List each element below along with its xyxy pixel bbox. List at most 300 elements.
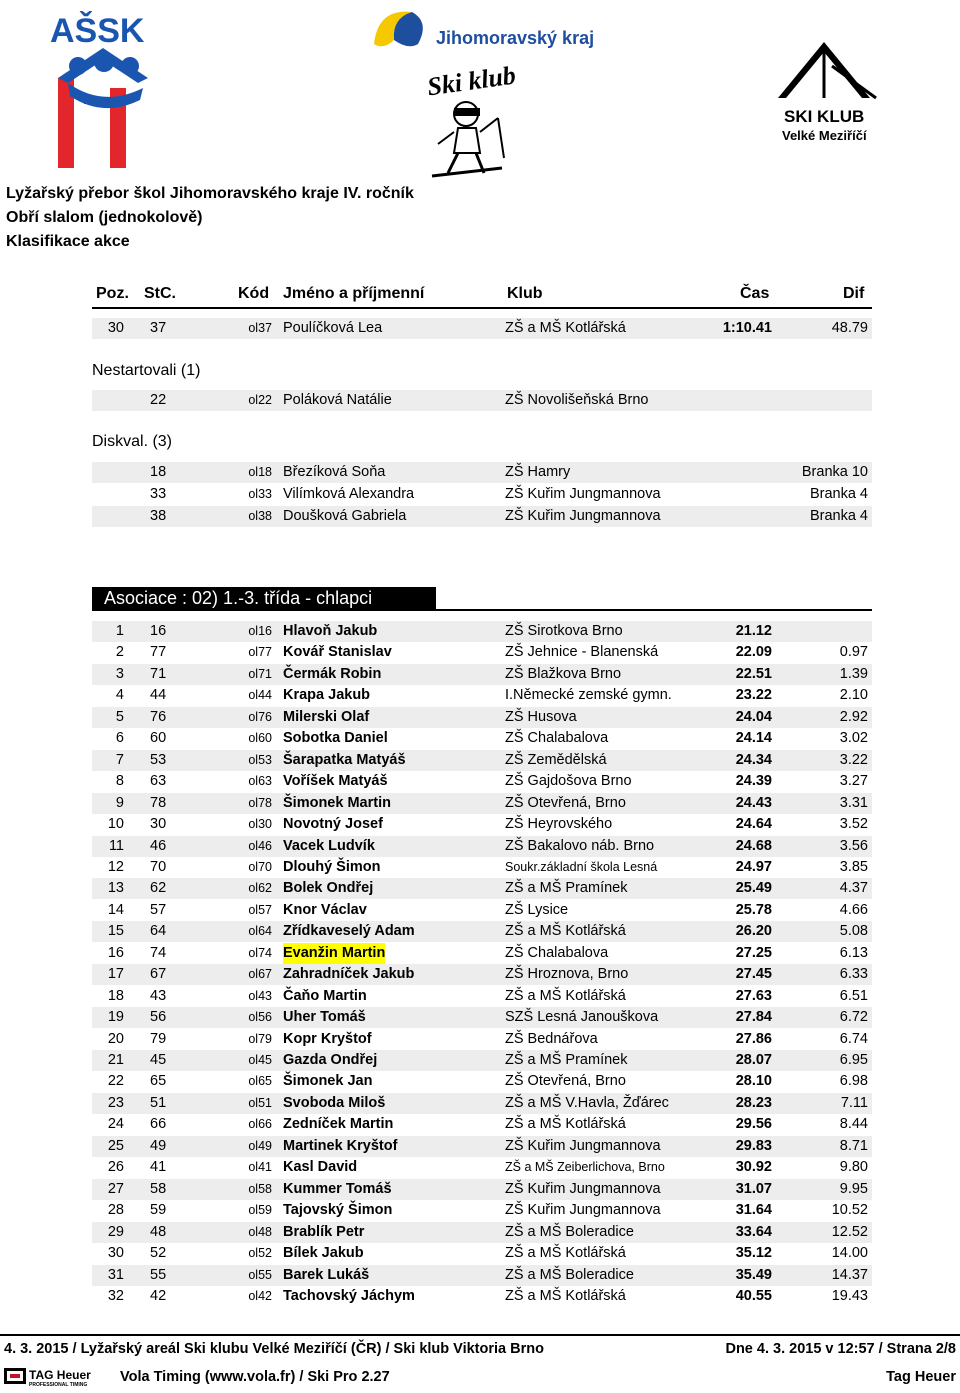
row-kod: ol65 <box>248 1074 272 1089</box>
row-stc: 42 <box>150 1287 167 1304</box>
table-row <box>92 1200 872 1221</box>
col-club: Klub <box>507 285 543 302</box>
row-cas: 27.45 <box>735 966 772 983</box>
row-poz: 15 <box>107 923 124 940</box>
row-poz: 30 <box>107 320 124 336</box>
row-kod: ol45 <box>248 1053 272 1067</box>
row-stc: 55 <box>150 1266 167 1283</box>
row-name: Uher Tomáš <box>283 1009 366 1026</box>
row-club: ZŠ a MŠ Boleradice <box>505 1266 634 1283</box>
row-stc: 52 <box>150 1245 167 1262</box>
row-dif: 6.72 <box>839 1009 868 1026</box>
row-dif: 19.43 <box>831 1287 868 1304</box>
table-row <box>92 621 872 642</box>
row-dif: 14.37 <box>831 1266 868 1283</box>
row-name: Martinek Kryštof <box>283 1137 398 1154</box>
row-stc: 58 <box>150 1180 167 1197</box>
row-poz: 6 <box>115 730 124 747</box>
ski-klub-velke-mezirici-logo <box>770 38 890 148</box>
row-kod: ol57 <box>248 902 272 917</box>
row-cas: 26.20 <box>735 923 772 940</box>
row-name: Sobotka Daniel <box>283 730 388 747</box>
assk-logo-text: AŠSK <box>50 12 145 50</box>
row-cas: 24.97 <box>735 858 772 875</box>
row-club: ZŠ Kuřim Jungmannova <box>505 1137 661 1154</box>
row-name: Voříšek Matyáš <box>283 773 388 790</box>
row-dif: 2.10 <box>839 687 868 704</box>
footer-timing <box>4 1367 956 1387</box>
row-poz: 5 <box>115 708 124 725</box>
row-club: ZŠ a MŠ Kotlářská <box>505 1245 626 1262</box>
row-club: ZŠ Zemědělská <box>505 751 607 768</box>
row-name: Šimonek Martin <box>283 794 391 811</box>
col-kod: Kód <box>238 285 270 302</box>
row-name: Hlavoň Jakub <box>283 623 378 639</box>
row-kod: ol49 <box>248 1138 272 1153</box>
row-dif: 6.98 <box>839 1073 868 1090</box>
row-stc: 53 <box>150 751 167 768</box>
row-name: Poulíčková Lea <box>283 320 383 336</box>
row-poz: 32 <box>107 1287 124 1304</box>
row-stc: 78 <box>150 794 167 811</box>
table-row <box>92 1157 872 1178</box>
row-poz: 9 <box>115 794 124 811</box>
row-kod: ol59 <box>248 1203 272 1218</box>
row-stc: 65 <box>150 1073 167 1090</box>
table-row <box>92 1050 872 1071</box>
row-name: Barek Lukáš <box>283 1266 370 1283</box>
row-stc: 62 <box>150 880 167 897</box>
row-cas: 24.68 <box>735 837 772 854</box>
row-cas: 23.22 <box>735 687 772 704</box>
row-cas: 22.09 <box>735 644 772 661</box>
row-kod: ol43 <box>248 988 272 1003</box>
row-name: Tajovský Šimon <box>283 1202 393 1219</box>
row-name: Krapa Jakub <box>283 687 371 704</box>
jmk-logo-text: Jihomoravský kraj <box>436 28 595 48</box>
row-cas: 21.12 <box>735 623 772 639</box>
footer-date-page: Dne 4. 3. 2015 v 12:57 / Strana 2/8 <box>725 1341 956 1357</box>
table-row <box>92 836 872 857</box>
row-stc: 77 <box>150 644 167 661</box>
timing-software: Vola Timing (www.vola.fr) / Ski Pro 2.27 <box>120 1369 390 1385</box>
row-poz: 23 <box>107 1094 124 1111</box>
row-stc: 30 <box>150 816 167 833</box>
row-name: Doušková Gabriela <box>283 508 407 524</box>
row-dif: 6.95 <box>839 1052 868 1068</box>
row-name: Čaňo Martin <box>283 987 367 1004</box>
row-dif: 3.02 <box>839 730 868 747</box>
row-name: Novotný Josef <box>283 816 383 833</box>
row-stc: 57 <box>150 901 167 918</box>
row-kod: ol42 <box>248 1288 272 1303</box>
row-club: Soukr.základní škola Lesná <box>505 859 658 874</box>
table-row <box>92 390 872 411</box>
row-cas: 29.83 <box>735 1137 772 1154</box>
row-club: SZŠ Lesná Janouškova <box>505 1009 659 1026</box>
row-kod: ol67 <box>248 967 272 982</box>
row-dif: 6.74 <box>839 1030 868 1047</box>
row-name: Zahradníček Jakub <box>283 966 415 983</box>
row-kod: ol79 <box>248 1031 272 1046</box>
table-row <box>92 484 872 505</box>
row-dif: 3.52 <box>839 816 868 833</box>
row-kod: ol46 <box>248 838 272 853</box>
row-dif: 8.71 <box>839 1137 868 1154</box>
row-cas: 25.49 <box>735 880 772 897</box>
row-kod: ol58 <box>248 1181 272 1196</box>
row-name: Kopr Kryštof <box>283 1030 372 1047</box>
row-kod: ol60 <box>248 731 272 746</box>
classification-title: Klasifikace akce <box>6 233 130 250</box>
row-dif: 9.80 <box>839 1159 868 1176</box>
row-club: ZŠ Bednářova <box>505 1030 598 1047</box>
row-poz: 11 <box>108 837 124 854</box>
table-row <box>92 964 872 985</box>
table-row <box>92 900 872 921</box>
row-poz: 18 <box>107 987 124 1004</box>
row-cas: 30.92 <box>735 1159 772 1176</box>
row-club: ZŠ Blažkova Brno <box>505 665 622 682</box>
row-dif: 8.44 <box>839 1116 868 1133</box>
row-cas: 28.10 <box>735 1073 772 1090</box>
table-row <box>92 814 872 835</box>
nestartovali-label: Nestartovali (1) <box>92 362 201 379</box>
row-club: ZŠ Gajdošova Brno <box>505 773 632 790</box>
row-poz: 8 <box>115 773 124 790</box>
row-kod: ol77 <box>248 645 272 660</box>
row-dif: 14.00 <box>831 1245 868 1262</box>
row-dif: 0.97 <box>839 644 868 661</box>
event-title: Lyžařský přebor škol Jihomoravského kraje IV. ročník <box>6 185 414 202</box>
row-kod: ol76 <box>248 709 272 724</box>
row-poz: 16 <box>107 944 124 961</box>
row-cas: 35.49 <box>735 1266 772 1283</box>
table-row <box>92 728 872 749</box>
row-name: Bílek Jakub <box>283 1245 364 1262</box>
table-row <box>92 1265 872 1286</box>
row-club: I.Německé zemské gymn. <box>505 687 672 704</box>
row-name: Kovář Stanislav <box>283 644 392 661</box>
row-poz: 12 <box>107 858 124 875</box>
row-cas: 27.25 <box>735 944 772 961</box>
row-cas: 31.64 <box>735 1202 772 1219</box>
row-kod: ol33 <box>248 487 272 501</box>
row-poz: 24 <box>107 1116 124 1133</box>
table-row <box>92 921 872 942</box>
row-kod: ol44 <box>248 688 272 703</box>
row-poz: 4 <box>115 687 124 704</box>
row-club: ZŠ Heyrovského <box>505 816 613 833</box>
category-bar <box>92 587 436 610</box>
row-name: Milerski Olaf <box>283 708 370 725</box>
row-poz: 20 <box>107 1030 124 1047</box>
ski-klub-vm-line2: Velké Meziříčí <box>782 128 867 143</box>
col-stc: StC. <box>144 285 176 302</box>
row-stc: 49 <box>150 1137 167 1154</box>
row-club: ZŠ Husova <box>505 708 577 725</box>
row-name: Poláková Natálie <box>283 392 392 408</box>
row-cas: 24.04 <box>735 708 772 725</box>
row-dif: 9.95 <box>839 1180 868 1197</box>
row-name: Šarapatka Matyáš <box>283 751 406 768</box>
row-club: ZŠ a MŠ Kotlářská <box>505 1116 626 1133</box>
row-name: Kasl David <box>283 1159 358 1176</box>
table-row <box>92 318 872 339</box>
row-name: Kummer Tomáš <box>283 1180 392 1197</box>
diskval-label: Diskval. (3) <box>92 433 173 450</box>
row-kod: ol62 <box>248 881 272 896</box>
row-club: ZŠ Kuřim Jungmannova <box>505 508 661 524</box>
table-row <box>92 462 872 483</box>
row-name: Dlouhý Šimon <box>283 858 381 875</box>
row-kod: ol63 <box>248 774 272 789</box>
row-dif: 10.52 <box>831 1202 868 1219</box>
row-stc: 79 <box>150 1030 167 1047</box>
row-club: ZŠ a MŠ Pramínek <box>505 1052 628 1068</box>
row-poz: 25 <box>107 1137 124 1154</box>
row-cas: 22.51 <box>735 665 772 682</box>
row-cas: 31.07 <box>735 1180 772 1197</box>
timing-provider: Tag Heuer <box>886 1369 956 1385</box>
row-cas: 27.84 <box>735 1009 772 1026</box>
table-row <box>92 707 872 728</box>
row-reason: Branka 4 <box>809 486 868 502</box>
row-name: Šimonek Jan <box>283 1073 373 1090</box>
row-club: ZŠ a MŠ Kotlářská <box>505 987 626 1004</box>
table-row <box>92 506 872 527</box>
row-club: ZŠ Novolišeňská Brno <box>505 392 649 408</box>
table-row <box>92 986 872 1007</box>
row-stc: 66 <box>150 1116 167 1133</box>
table-row <box>92 1136 872 1157</box>
table-row <box>92 1179 872 1200</box>
row-cas: 28.07 <box>735 1052 772 1068</box>
row-dif: 3.22 <box>839 751 868 768</box>
row-dif: 1.39 <box>839 665 868 682</box>
row-poz: 26 <box>107 1159 124 1176</box>
row-kod: ol66 <box>248 1117 272 1132</box>
row-club: ZŠ Bakalovo náb. Brno <box>505 837 655 854</box>
row-kod: ol74 <box>248 945 272 960</box>
row-poz: 2 <box>115 644 124 661</box>
row-club: ZŠ Chalabalova <box>505 944 609 961</box>
row-club: ZŠ Hamry <box>505 464 571 480</box>
jihomoravsky-kraj-logo <box>368 4 608 64</box>
row-dif: 3.27 <box>839 773 868 790</box>
table-row <box>92 1093 872 1114</box>
row-cas: 24.34 <box>735 751 772 768</box>
table-row <box>92 878 872 899</box>
row-poz: 3 <box>115 665 124 682</box>
row-dif: 4.37 <box>839 880 868 897</box>
row-dif: 5.08 <box>839 923 868 940</box>
row-name: Evanžin Martin <box>283 943 385 964</box>
row-poz: 7 <box>115 751 124 768</box>
row-poz: 21 <box>107 1052 124 1068</box>
row-name: Tachovský Jáchym <box>283 1287 415 1304</box>
row-dif: 7.11 <box>840 1094 868 1111</box>
row-kod: ol16 <box>248 624 272 638</box>
table-row <box>92 793 872 814</box>
column-header <box>92 283 872 309</box>
table-row <box>92 1222 872 1243</box>
row-stc: 41 <box>150 1159 167 1176</box>
row-club: ZŠ Kuřim Jungmannova <box>505 1202 661 1219</box>
row-stc: 70 <box>150 858 167 875</box>
row-cas: 28.23 <box>735 1094 772 1111</box>
row-stc: 43 <box>150 987 167 1004</box>
row-kod: ol18 <box>248 465 272 479</box>
row-dif: 6.51 <box>839 987 868 1004</box>
row-cas: 24.14 <box>735 730 772 747</box>
row-name: Vilímková Alexandra <box>283 486 415 502</box>
row-stc: 37 <box>150 320 167 336</box>
assk-logo <box>48 8 163 173</box>
row-name: Gazda Ondřej <box>283 1052 378 1068</box>
race-title: Obří slalom (jednokolově) <box>6 209 203 226</box>
row-dif: 48.79 <box>831 320 868 336</box>
row-club: ZŠ Sirotkova Brno <box>505 623 623 639</box>
row-stc: 45 <box>150 1052 167 1068</box>
row-stc: 46 <box>150 837 167 854</box>
row-name: Bolek Ondřej <box>283 880 374 897</box>
row-club: ZŠ Otevřená, Brno <box>505 1073 626 1090</box>
row-dif: 3.56 <box>839 837 868 854</box>
row-stc: 64 <box>150 923 167 940</box>
row-dif: 3.85 <box>839 858 868 875</box>
footer-event-info: 4. 3. 2015 / Lyžařský areál Ski klubu Velké Meziříčí (ČR) / Ski klub Viktoria Brno <box>4 1341 544 1357</box>
row-poz: 31 <box>107 1266 124 1283</box>
tag-heuer-logo <box>4 1367 112 1387</box>
row-club: ZŠ Chalabalova <box>505 730 609 747</box>
row-name: Zřídkaveselý Adam <box>283 923 415 940</box>
table-row <box>92 1286 872 1307</box>
ski-klub-logo-text: Ski klub <box>425 60 518 102</box>
row-name: Čermák Robin <box>283 665 382 682</box>
col-poz: Poz. <box>96 285 129 302</box>
row-name: Knor Václav <box>283 901 367 918</box>
row-kod: ol53 <box>248 752 272 767</box>
row-kod: ol64 <box>248 924 272 939</box>
row-dif: 6.33 <box>839 966 868 983</box>
row-kod: ol30 <box>248 817 272 832</box>
table-row <box>92 1114 872 1135</box>
row-stc: 48 <box>150 1223 167 1240</box>
row-club: ZŠ a MŠ V.Havla, Žďárec <box>505 1094 669 1111</box>
row-cas: 24.39 <box>735 773 772 790</box>
table-row <box>92 642 872 663</box>
row-club: ZŠ a MŠ Pramínek <box>505 880 628 897</box>
row-cas: 1:10.41 <box>722 320 772 336</box>
row-stc: 67 <box>150 966 167 983</box>
row-poz: 19 <box>107 1009 124 1026</box>
row-kod: ol56 <box>248 1010 272 1025</box>
row-kod: ol22 <box>248 393 272 407</box>
row-kod: ol41 <box>248 1160 272 1175</box>
row-reason: Branka 4 <box>809 508 868 524</box>
row-kod: ol78 <box>248 795 272 810</box>
row-kod: ol55 <box>248 1267 272 1282</box>
table-row <box>92 685 872 706</box>
row-poz: 28 <box>107 1202 124 1219</box>
row-cas: 40.55 <box>735 1287 772 1304</box>
row-club: ZŠ Otevřená, Brno <box>505 794 626 811</box>
row-cas: 29.56 <box>735 1116 772 1133</box>
table-row <box>92 857 872 878</box>
row-kod: ol52 <box>248 1246 272 1261</box>
row-stc: 18 <box>150 464 167 480</box>
row-cas: 27.63 <box>735 987 772 1004</box>
row-poz: 17 <box>107 966 124 983</box>
col-dif: Dif <box>843 285 865 302</box>
row-name: Zedníček Martin <box>283 1116 394 1133</box>
row-cas: 27.86 <box>735 1030 772 1047</box>
row-kod: ol48 <box>248 1224 272 1239</box>
row-dif: 12.52 <box>831 1223 868 1240</box>
row-poz: 22 <box>107 1073 124 1090</box>
row-club: ZŠ a MŠ Kotlářská <box>505 923 626 940</box>
row-stc: 16 <box>150 623 167 639</box>
row-stc: 22 <box>150 392 167 408</box>
row-stc: 56 <box>150 1009 167 1026</box>
row-club: ZŠ Jehnice - Blanenská <box>505 644 659 661</box>
row-cas: 35.12 <box>735 1245 772 1262</box>
row-club: ZŠ a MŠ Zeiberlichova, Brno <box>505 1160 665 1175</box>
row-stc: 71 <box>150 665 167 682</box>
row-cas: 24.64 <box>735 816 772 833</box>
table-row <box>92 750 872 771</box>
row-stc: 60 <box>150 730 167 747</box>
col-name: Jméno a příjmenní <box>283 285 425 302</box>
row-stc: 74 <box>150 944 167 961</box>
row-stc: 51 <box>150 1094 167 1111</box>
footer-divider <box>0 1334 960 1336</box>
table-row <box>92 1007 872 1028</box>
row-dif: 3.31 <box>839 794 868 811</box>
ski-klub-mascot-logo <box>418 58 528 183</box>
row-stc: 76 <box>150 708 167 725</box>
row-poz: 14 <box>107 901 124 918</box>
row-dif: 4.66 <box>839 901 868 918</box>
table-row <box>92 771 872 792</box>
tag-logo-subtext: PROFESSIONAL TIMING <box>29 1382 88 1387</box>
row-poz: 27 <box>107 1180 124 1197</box>
row-club: ZŠ a MŠ Kotlářská <box>505 320 626 336</box>
row-name: Svoboda Miloš <box>283 1094 386 1111</box>
row-dif: 2.92 <box>839 708 868 725</box>
row-stc: 38 <box>150 508 167 524</box>
row-poz: 30 <box>107 1245 124 1262</box>
row-kod: ol71 <box>248 666 272 681</box>
row-club: ZŠ a MŠ Kotlářská <box>505 1287 626 1304</box>
row-club: ZŠ Hroznova, Brno <box>505 966 629 983</box>
row-name: Vacek Ludvík <box>283 837 375 854</box>
row-reason: Branka 10 <box>801 464 868 480</box>
row-poz: 13 <box>107 880 124 897</box>
row-poz: 29 <box>107 1223 124 1240</box>
table-row <box>92 943 872 964</box>
row-cas: 33.64 <box>735 1223 772 1240</box>
row-stc: 44 <box>150 687 167 704</box>
table-row <box>92 664 872 685</box>
category-label: Asociace : 02) 1.-3. třída - chlapci <box>104 588 373 608</box>
row-name: Březíková Soňa <box>283 464 386 480</box>
category-divider <box>92 609 872 611</box>
table-row <box>92 1071 872 1092</box>
row-stc: 63 <box>150 773 167 790</box>
row-kod: ol37 <box>248 321 272 335</box>
